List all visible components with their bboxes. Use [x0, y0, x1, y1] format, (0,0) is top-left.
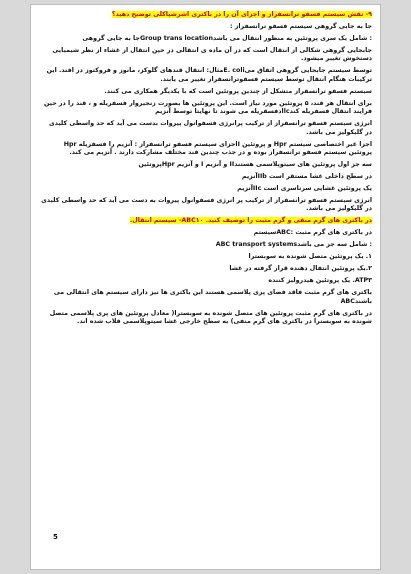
section-heading-10: [41, 217, 372, 225]
paragraph: در سطح داخلی غشا مستقر است IIbآنزیم: [241, 173, 372, 181]
paragraph: جابجایی گروهی شکالی از انتقال است که در آن ماده ی انتقالی در حین انتقال از غشاء از نظر شیمیایی دستخوش تغییر میشود.: [52, 47, 372, 63]
heading-highlight: ۹- نقش سیستم فسفو ترانسفراز و اجزای آن را در باکتری اشرشیاکلی توضیح دهید؟: [111, 11, 372, 18]
paragraph: توسط سیستم جابجایی گروهی اتفاق میE. coliمثال: انتقال قندهای گلوکز، مانوز و فروکتوز در افتد. این ترکیبات هنگام انتقال توسط سیستم فسفوترانسفراز تغییر می یابند.: [46, 67, 372, 83]
paragraph: انرژی سیستم فسفو ترانسفراز از ترکیب پرانرژی فسفوانول پیروات بدست می آید که حد واسطی کلیدی در گلیکولیز می باشد.: [48, 120, 372, 136]
paragraph: اجزا غیر اختصاصی سیستم Hpr و پروتئین Iاجزای سیستم فسفو ترانسفراز : آنزیم را فسفریله Hpr پروتئین سیستم فسفو ترانسفراز بوده و در جذب چندین قند مختلف مشارکت دارند . آنزیم می کند.: [63, 140, 372, 157]
paragraph: یک پروتئین غشایی سرتاسری است IIcآنزیم: [237, 185, 372, 193]
paragraph: سیستم فسفو ترانسفراز متشکل از چندین پروتئین است که با یکدیگر همکاری می کنند.: [104, 87, 372, 95]
paragraph: ۱. یک پروتئین متصل شونده به سوبسترا: [248, 253, 372, 261]
paragraph: برای انتقال هر قند، ۵ پروتئین مورد نیاز است. این پروتئین ها بصورت زنجیروار فسفریله و ، قند را در حین فرایند انتقال فسفریله کندllcدفسفریله می شوند تا نهایتا توسط آنزیم: [43, 99, 372, 116]
paragraph: : شامل سه جز می باشدABC transport systems: [215, 241, 372, 249]
document-page: [30, 4, 381, 570]
paragraph: ATP۳. یک پروتئین هیدرولیز کننده: [268, 277, 372, 285]
paragraph: باکتری های گرم مثبت فاقد فضای پری پلاسمی هستند این باکتری ها نیز دارای سیستم های انتقالی می باشندABC: [53, 289, 372, 305]
paragraph: : شامل یک سری پروتئین به منظور انتقال می باشدGroup trans locationجا به جایی گروهی: [82, 35, 372, 42]
paragraph: سه جز اول پروتئین های سیتوپلاسمی هستندII و آنزیم I و آنزیم Hprپروتئین: [138, 161, 372, 169]
paragraph: انرژی سیستم فسفو ترانسفراز از ترکیب پر انرژی فسفوانول پیروات به دست می آید که حد واسطی کلیدی در گلیکولیز می باشد.: [41, 197, 372, 213]
section-heading-9: [41, 11, 372, 19]
heading-highlight: در باکتری های گرم منفی و گرم مثبت را توصیف کنید. ABC۱۰- سیستم انتقال.: [129, 217, 372, 225]
page-number: 5: [53, 533, 58, 541]
paragraph: در باکتری های گرم مثبت پروتئین های متصل شونده به سوبسترا( معادل پروتئین های پری پلاسمی متصل شونده به سوبسترا در باکتری های گرم منفی) به سطح خارجی غشا سیتوپلاسمی قلاب شده اند.: [49, 309, 372, 326]
paragraph: جا به جایی گروهی سیستم فسفو ترانسفراز :: [230, 23, 372, 30]
paragraph: ۲.یک پروتئین انتقال دهنده قرار گرفته در غشا: [229, 265, 372, 273]
page-content: [41, 11, 372, 330]
paragraph: در باکتری های گرم مثبت :ABCسیستم: [253, 229, 372, 237]
